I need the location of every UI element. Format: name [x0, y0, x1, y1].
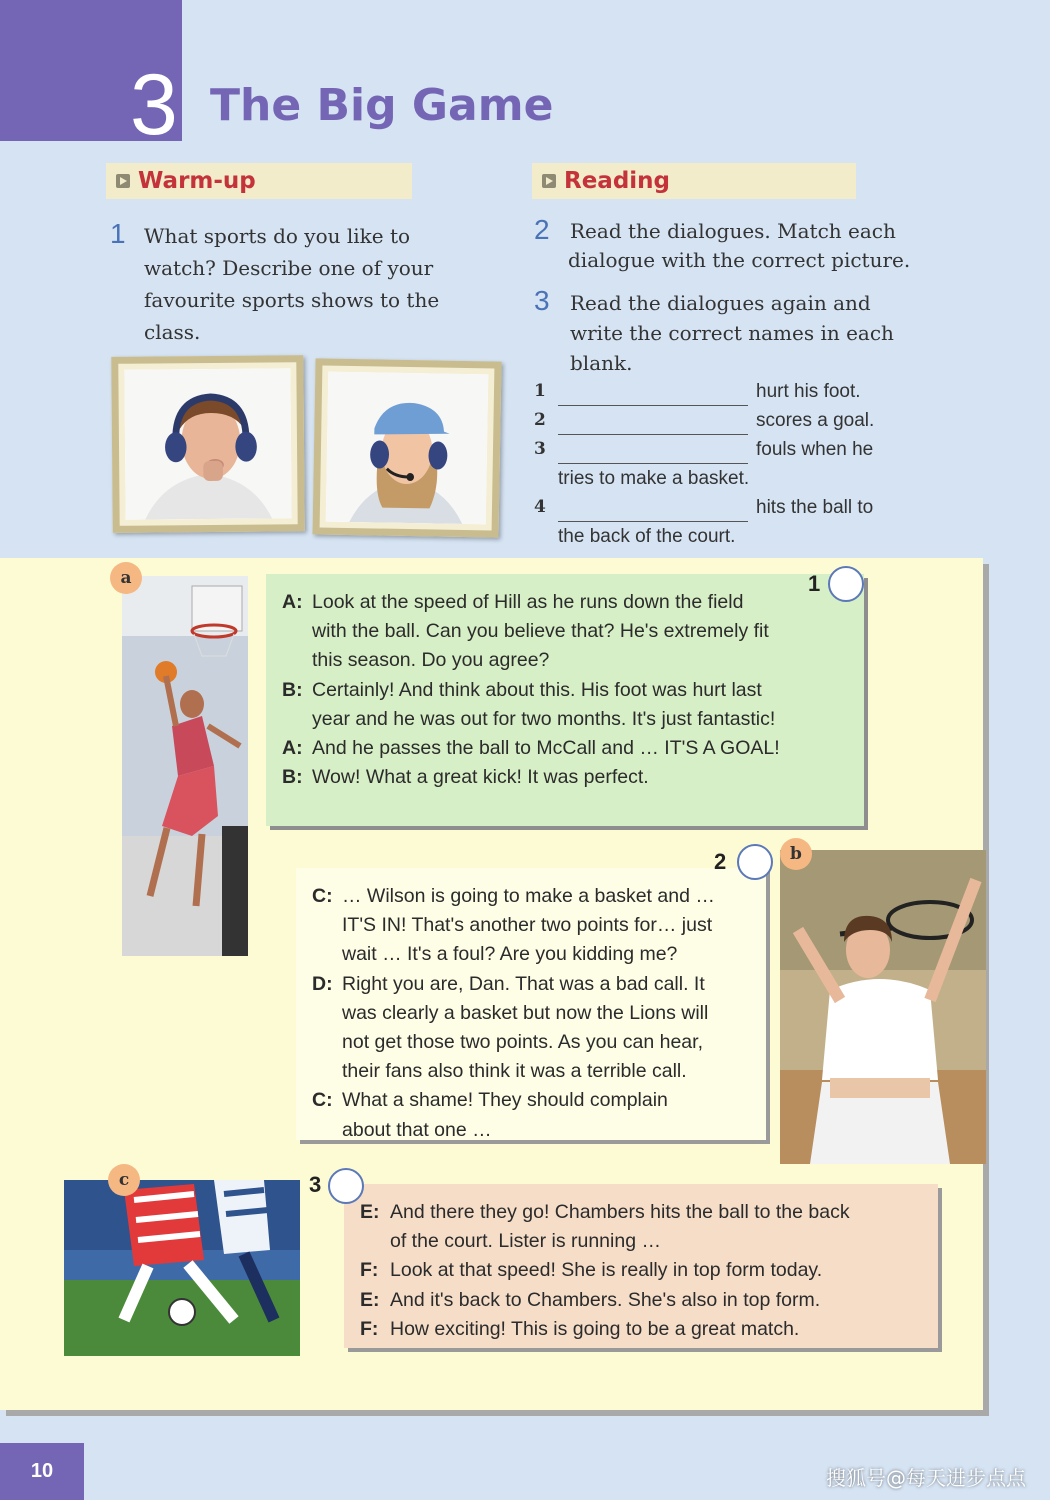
dialogue-text: year and he was out for two months. It's just fantastic!	[312, 707, 776, 730]
dialogue-line	[360, 1227, 922, 1256]
question-1-line: What sports do you like to	[144, 224, 411, 248]
photo-tag-b: b	[780, 838, 812, 870]
commentator-photo-man	[111, 355, 305, 533]
dialogue-line	[312, 911, 750, 940]
speaker-label: C:	[312, 885, 333, 907]
dialogue-text: How exciting! This is going to be a great match.	[390, 1317, 800, 1340]
blank-text: hurt his foot.	[756, 381, 861, 402]
reading-heading	[532, 163, 856, 199]
dialogue-text: their fans also think it was a terrible call.	[342, 1060, 687, 1083]
question-1-number: 1	[110, 218, 126, 249]
blank-item	[534, 435, 934, 464]
dialogue-line	[360, 1256, 922, 1285]
warmup-heading-label: Warm-up	[138, 168, 256, 194]
question-3-number: 3	[534, 285, 550, 316]
dialogue-text: about that one …	[342, 1118, 492, 1141]
dialogue-1-number: 1	[808, 571, 821, 596]
dialogue-3-number: 3	[309, 1172, 322, 1197]
question-2-line: Read the dialogues. Match each	[570, 219, 896, 243]
blank-text: scores a goal.	[756, 410, 875, 431]
speaker-label: E:	[360, 1288, 380, 1311]
speaker-label	[282, 705, 312, 734]
dialogue-text: of the court. Lister is running …	[390, 1230, 661, 1253]
question-2-line: dialogue with the correct picture.	[568, 248, 911, 272]
answer-blank[interactable]	[558, 413, 748, 435]
dialogue-line	[312, 1116, 750, 1145]
answer-circle-2[interactable]	[737, 844, 773, 880]
dialogue-text: this season. Do you agree?	[312, 649, 550, 672]
blank-text: hits the ball to	[756, 497, 874, 518]
dialogue-text: … Wilson is going to make a basket and …	[342, 885, 715, 907]
blank-number: 4	[534, 497, 546, 517]
blank-number: 2	[534, 410, 546, 430]
speaker-label	[312, 940, 342, 969]
speaker-label	[282, 646, 312, 675]
speaker-label: C:	[312, 1089, 333, 1112]
play-icon	[542, 174, 556, 188]
dialogue-line	[312, 970, 750, 999]
dialogue-text: And he passes the ball to McCall and … IT'S A GOAL!	[312, 737, 780, 760]
dialogue-3	[344, 1184, 938, 1348]
blank-continuation: the back of the court.	[558, 526, 736, 547]
photo-football	[64, 1180, 300, 1356]
dialogue-line	[312, 940, 750, 969]
reading-heading-label: Reading	[564, 168, 671, 194]
dialogue-2-number: 2	[714, 849, 727, 874]
speaker-label	[282, 617, 312, 646]
dialogue-text: Wow! What a great kick! It was perfect.	[312, 766, 649, 789]
dialogue-text: What a shame! They should complain	[342, 1089, 668, 1112]
speaker-label	[312, 999, 342, 1028]
speaker-label: B:	[282, 766, 303, 789]
dialogue-text: Right you are, Dan. That was a bad call. It	[342, 972, 705, 995]
dialogue-text: Certainly! And think about this. His foot was hurt last	[312, 678, 762, 701]
commentator-woman-image	[326, 372, 489, 525]
dialogue-2	[296, 868, 766, 1140]
dialogue-line	[312, 1028, 750, 1057]
dialogue-line	[282, 676, 848, 705]
dialogue-line	[312, 1057, 750, 1086]
dialogue-text: Look at that speed! She is really in top form today.	[390, 1259, 823, 1282]
dialogue-line	[282, 734, 848, 763]
dialogue-line	[312, 1086, 750, 1115]
dialogue-text: And there they go! Chambers hits the ball to the back	[390, 1201, 850, 1223]
speaker-label: B:	[282, 678, 303, 701]
question-1-line: class.	[144, 320, 201, 344]
dialogue-text: Look at the speed of Hill as he runs down the field	[312, 591, 744, 613]
unit-number: 3	[130, 57, 178, 153]
blank-continuation: tries to make a basket.	[558, 468, 750, 489]
speaker-label	[360, 1227, 390, 1256]
speaker-label: F:	[360, 1259, 379, 1282]
question-2-number: 2	[534, 214, 550, 245]
answer-blank[interactable]	[558, 500, 748, 522]
speaker-label	[312, 911, 342, 940]
fill-in-blanks	[534, 377, 934, 551]
blank-item	[534, 377, 934, 406]
commentator-man-image	[124, 368, 291, 519]
blank-item	[534, 406, 934, 435]
blank-item	[534, 493, 934, 522]
commentator-photo-woman	[312, 358, 501, 537]
dialogue-text: not get those two points. As you can hear,	[342, 1031, 703, 1054]
answer-blank[interactable]	[558, 384, 748, 406]
dialogue-text: was clearly a basket but now the Lions will	[342, 1001, 709, 1024]
page-number: 10	[0, 1443, 84, 1500]
warmup-heading	[106, 163, 412, 199]
speaker-label	[312, 1057, 342, 1086]
question-3-line: blank.	[570, 351, 633, 375]
blank-number: 3	[534, 439, 546, 459]
play-icon	[116, 174, 130, 188]
speaker-label	[312, 1116, 342, 1145]
dialogue-line	[360, 1286, 922, 1315]
blank-text: fouls when he	[756, 439, 874, 460]
dialogue-text: And it's back to Chambers. She's also in top form.	[390, 1288, 821, 1311]
dialogue-text: with the ball. Can you believe that? He's extremely fit	[312, 620, 769, 643]
dialogue-line	[282, 617, 848, 646]
speaker-label	[312, 1028, 342, 1057]
unit-title: The Big Game	[210, 80, 554, 131]
dialogue-text: wait … It's a foul? Are you kidding me?	[342, 943, 678, 966]
answer-circle-1[interactable]	[828, 566, 864, 602]
dialogue-line	[312, 999, 750, 1028]
speaker-label: E:	[360, 1201, 380, 1223]
question-3-line: Read the dialogues again and	[570, 291, 871, 315]
question-1	[110, 218, 474, 348]
dialogue-text: IT'S IN! That's another two points for… just	[342, 914, 713, 937]
dialogue-line	[360, 1315, 922, 1344]
blank-number: 1	[534, 381, 546, 401]
speaker-label: A:	[282, 737, 303, 760]
dialogue-line	[282, 646, 848, 675]
dialogue-line	[282, 763, 848, 792]
question-3	[534, 285, 950, 378]
question-2	[534, 214, 950, 275]
dialogue-line	[282, 705, 848, 734]
dialogue-line	[312, 882, 750, 911]
dialogue-1	[266, 574, 864, 826]
question-3-line: write the correct names in each	[570, 321, 894, 345]
speaker-label: A:	[282, 591, 303, 613]
answer-circle-3[interactable]	[328, 1168, 364, 1204]
photo-tennis	[780, 850, 986, 1164]
answer-blank[interactable]	[558, 442, 748, 464]
question-1-line: watch? Describe one of your	[144, 256, 434, 280]
watermark: 搜狐号@每天进步点点	[826, 1466, 1026, 1490]
speaker-label: F:	[360, 1317, 379, 1340]
question-1-line: favourite sports shows to the	[144, 288, 440, 312]
photo-tag-a: a	[110, 562, 142, 594]
photo-tag-c: c	[108, 1164, 140, 1196]
dialogue-line	[360, 1198, 922, 1227]
photo-basketball	[122, 576, 248, 956]
speaker-label: D:	[312, 972, 333, 995]
dialogue-line	[282, 588, 848, 617]
